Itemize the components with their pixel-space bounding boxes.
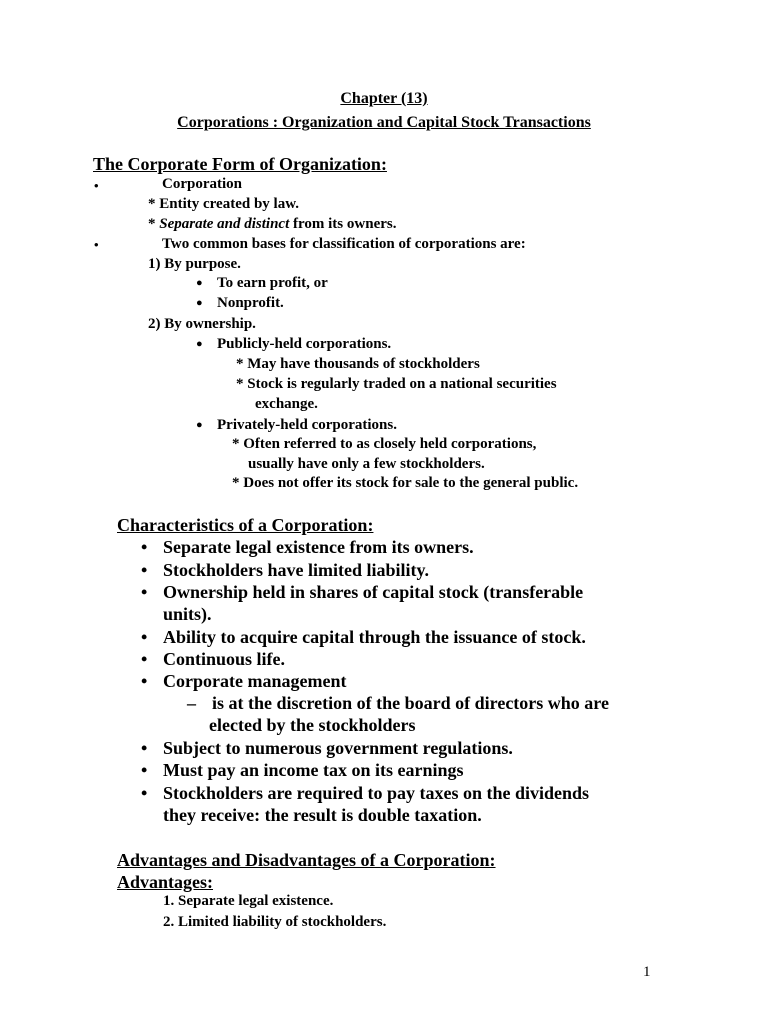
separate-line: * Separate and distinct from its owners. <box>148 216 397 232</box>
characteristic-item: Stockholders are required to pay taxes on the dividends <box>163 783 590 803</box>
bullet-icon: • <box>141 560 148 580</box>
by-ownership-label: 2) By ownership. <box>148 316 256 332</box>
private-detail: * Does not offer its stock for sale to the general public. <box>232 475 579 491</box>
bullet-icon: • <box>141 783 148 803</box>
characteristic-item: Must pay an income tax on its earnings <box>163 760 464 780</box>
by-purpose-label: 1) By purpose. <box>148 256 241 272</box>
bullet-icon: • <box>141 627 148 647</box>
publicly-held-label: Publicly-held corporations. <box>217 336 392 352</box>
bullet-icon: ● <box>196 297 203 309</box>
privately-held-label: Privately-held corporations. <box>217 417 397 433</box>
section-heading-corporate-form: The Corporate Form of Organization: <box>93 154 387 174</box>
management-detail: is at the discretion of the board of directors who are <box>212 693 609 713</box>
bullet-icon: • <box>94 178 99 193</box>
bullet-icon: ● <box>196 419 203 431</box>
characteristic-item-continued: they receive: the result is double taxation. <box>163 805 482 825</box>
private-detail-continued: usually have only a few stockholders. <box>248 456 485 472</box>
bullet-icon: ● <box>196 338 203 350</box>
characteristic-item: Ability to acquire capital through the issuance of stock. <box>163 627 586 647</box>
section-heading-advantages-disadvantages: Advantages and Disadvantages of a Corporation: <box>117 850 496 870</box>
classification-line: Two common bases for classification of corporations are: <box>162 236 526 252</box>
characteristic-item: Continuous life. <box>163 649 286 669</box>
dash-icon: – <box>187 693 196 713</box>
bullet-icon: • <box>141 649 148 669</box>
public-detail-continued: exchange. <box>255 396 318 412</box>
advantage-item: 1. Separate legal existence. <box>163 893 334 909</box>
bullet-icon: • <box>94 237 99 252</box>
characteristic-item: Subject to numerous government regulations. <box>163 738 513 758</box>
advantage-item: 2. Limited liability of stockholders. <box>163 914 387 930</box>
characteristic-item: Corporate management <box>163 671 347 691</box>
purpose-item: Nonprofit. <box>217 295 284 311</box>
page-number: 1 <box>643 964 651 980</box>
chapter-title: Chapter (13) <box>340 90 428 107</box>
chapter-subtitle: Corporations : Organization and Capital Stock Transactions <box>177 114 591 131</box>
bullet-icon: • <box>141 760 148 780</box>
bullet-icon: ● <box>196 277 203 289</box>
section-heading-characteristics: Characteristics of a Corporation: <box>117 515 374 535</box>
characteristic-item-continued: units). <box>163 604 212 624</box>
bullet-icon: • <box>141 537 148 557</box>
characteristic-item: Stockholders have limited liability. <box>163 560 430 580</box>
characteristic-item: Separate legal existence from its owners. <box>163 537 474 557</box>
management-detail-continued: elected by the stockholders <box>209 715 416 735</box>
entity-line: * Entity created by law. <box>148 196 299 212</box>
bullet-icon: • <box>141 738 148 758</box>
public-detail: * Stock is regularly traded on a national securities <box>236 376 557 392</box>
characteristic-item: Ownership held in shares of capital stock (transferable <box>163 582 584 602</box>
advantages-subheading: Advantages: <box>117 872 214 892</box>
purpose-item: To earn profit, or <box>217 275 328 291</box>
corporation-label: Corporation <box>162 176 242 192</box>
private-detail: * Often referred to as closely held corporations, <box>232 436 537 452</box>
bullet-icon: • <box>141 671 148 691</box>
bullet-icon: • <box>141 582 148 602</box>
public-detail: * May have thousands of stockholders <box>236 356 480 372</box>
